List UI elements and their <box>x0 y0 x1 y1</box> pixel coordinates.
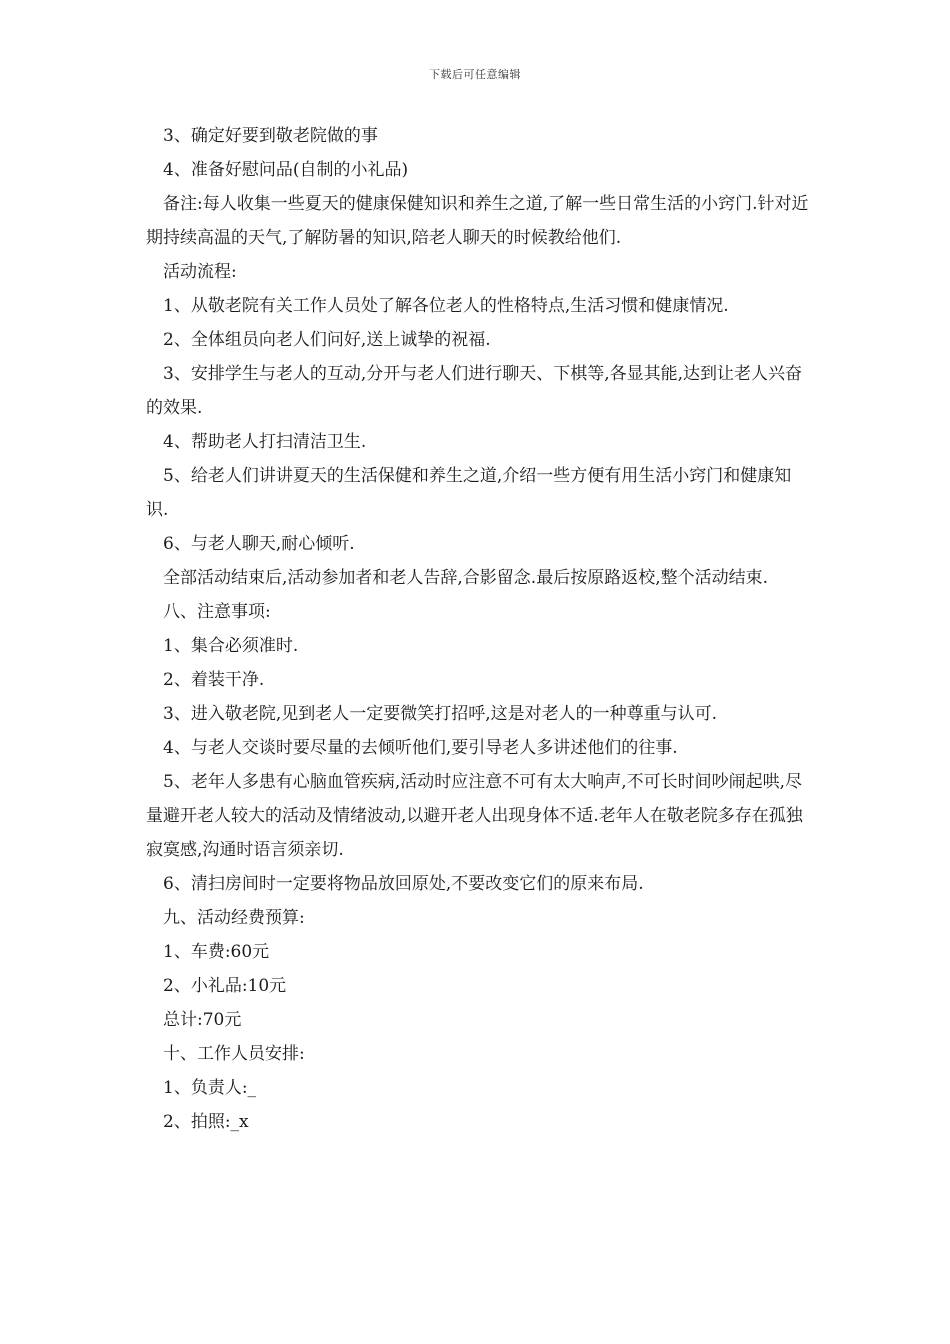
section-heading: 九、活动经费预算: <box>163 908 305 928</box>
paragraph: 3、确定好要到敬老院做的事 <box>163 126 378 146</box>
section-heading: 八、注意事项: <box>163 602 271 622</box>
paragraph: 4、准备好慰问品(自制的小礼品) <box>163 160 409 180</box>
paragraph: 1、从敬老院有关工作人员处了解各位老人的性格特点,生活习惯和健康情况. <box>163 296 729 316</box>
section-heading: 十、工作人员安排: <box>163 1044 305 1064</box>
paragraph: 1、负责人:_ <box>163 1078 257 1098</box>
paragraph: 5、给老人们讲讲夏天的生活保健和养生之道,介绍一些方便有用生活小窍门和健康知识. <box>146 466 792 520</box>
paragraph: 1、车费:60元 <box>163 942 270 962</box>
paragraph: 3、安排学生与老人的互动,分开与老人们进行聊天、下棋等,各显其能,达到让老人兴奋的效果. <box>146 364 803 418</box>
document-body <box>146 119 810 1139</box>
paragraph: 1、集合必须准时. <box>163 636 299 656</box>
paragraph: 6、与老人聊天,耐心倾听. <box>163 534 355 554</box>
paragraph: 备注:每人收集一些夏天的健康保健知识和养生之道,了解一些日常生活的小窍门.针对近期持续高温的天气,了解防暑的知识,陪老人聊天的时候教给他们. <box>146 194 809 248</box>
paragraph: 全部活动结束后,活动参加者和老人告辞,合影留念.最后按原路返校,整个活动结束. <box>163 568 769 588</box>
paragraph: 2、拍照:_x <box>163 1112 249 1132</box>
section-heading: 活动流程: <box>163 262 237 282</box>
paragraph: 2、小礼品:10元 <box>163 976 287 996</box>
paragraph: 3、进入敬老院,见到老人一定要微笑打招呼,这是对老人的一种尊重与认可. <box>163 704 718 724</box>
paragraph: 2、着装干净. <box>163 670 265 690</box>
paragraph: 总计:70元 <box>163 1010 242 1030</box>
paragraph: 4、帮助老人打扫清洁卫生. <box>163 432 367 452</box>
paragraph: 5、老年人多患有心脑血管疾病,活动时应注意不可有太大响声,不可长时间吵闹起哄,尽量避开老人较大的活动及情绪波动,以避开老人出现身体不适.老年人在敬老院多存在孤独寂寞感,沟通时语言须亲切. <box>146 772 803 860</box>
paragraph: 4、与老人交谈时要尽量的去倾听他们,要引导老人多讲述他们的往事. <box>163 738 678 758</box>
paragraph: 2、全体组员向老人们问好,送上诚挚的祝福. <box>163 330 491 350</box>
page-header: 下载后可任意编辑 <box>429 68 521 81</box>
paragraph: 6、清扫房间时一定要将物品放回原处,不要改变它们的原来布局. <box>163 874 644 894</box>
